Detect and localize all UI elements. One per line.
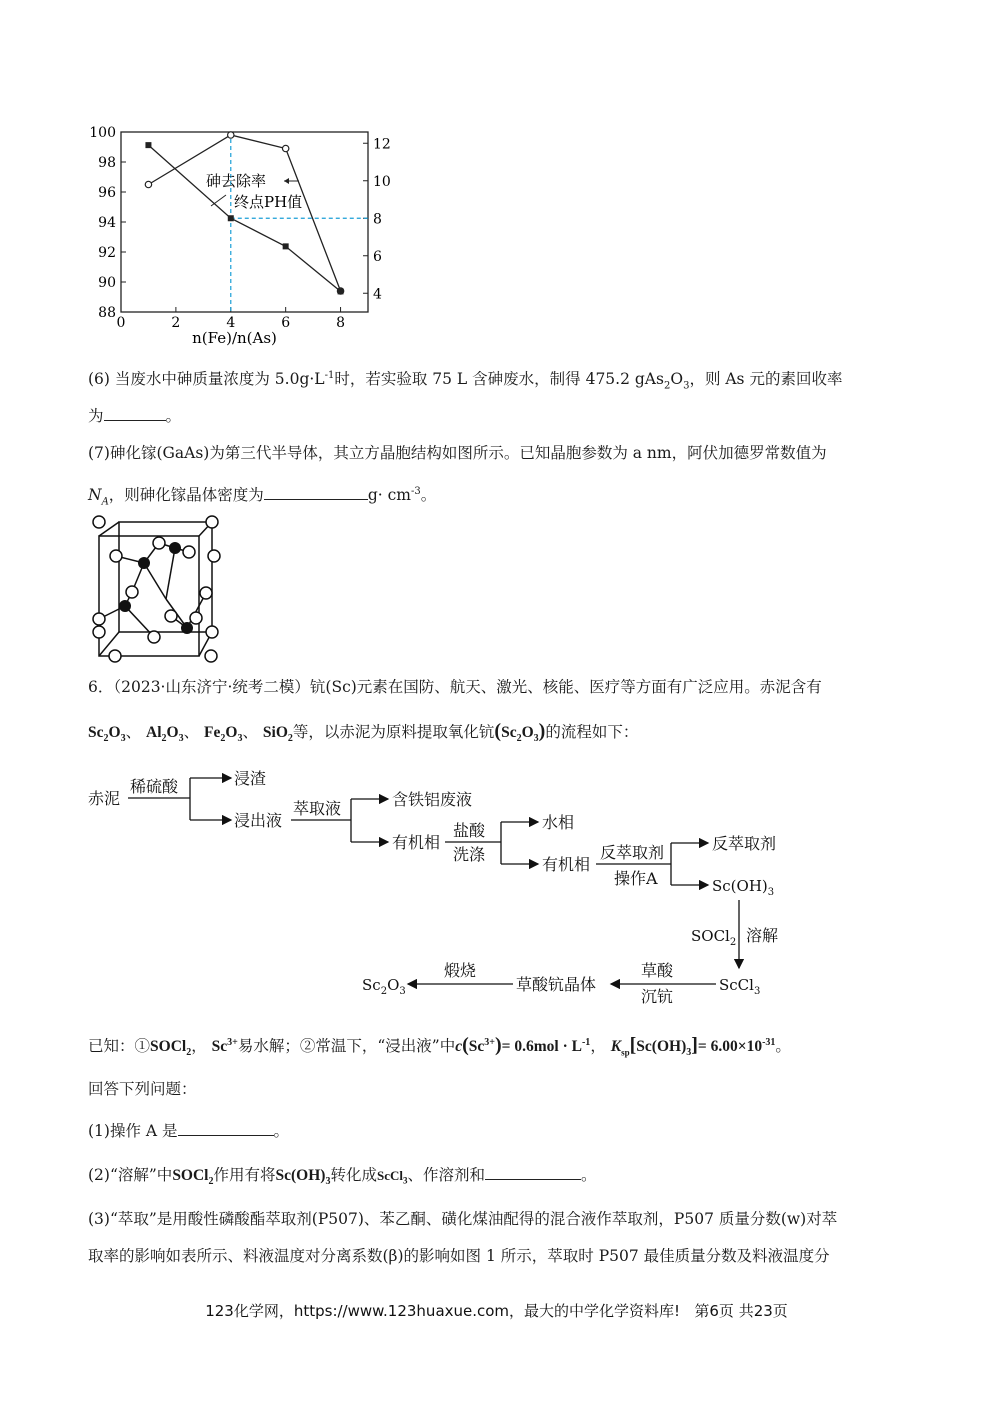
data-point-circle [228, 132, 234, 138]
node-chini: 赤泥 [88, 789, 121, 808]
y-left-tick-label: 92 [98, 245, 116, 261]
label-socl2: SOCl$_2$ [691, 927, 737, 948]
label-duanshao: 煅烧 [444, 961, 477, 980]
formula-al2o3: $Al_2O_3$ [146, 724, 184, 745]
problem-6-intro: 6．（2023·山东济宁·统考二模）钪(Sc)元素在国防、航天、激光、核能、医疗等方面有广泛应用。赤泥含有 [88, 678, 822, 696]
formula-fe2o3: $Fe_2O_3$ [204, 724, 243, 745]
node-caosuan-kang-jingti: 草酸钪晶体 [516, 975, 597, 994]
ksp-value: = 6.00×10 [697, 1038, 763, 1056]
y-right-tick-label: 4 [373, 286, 382, 303]
gaas-unit-cell-diagram [88, 512, 228, 664]
problem-6-text: 等，以赤泥为原料提取氧化钪 [292, 723, 495, 741]
y-left-tick-label: 90 [98, 275, 116, 291]
q7-end: 。 [420, 486, 437, 505]
concentration-value: = 0.6mol · L [501, 1038, 582, 1056]
y-right-tick-label: 12 [373, 136, 391, 153]
label-caosuan: 草酸 [641, 961, 674, 980]
problem-6-line-2: $Sc_2O_3$、 $Al_2O_3$、 $Fe_2O_3$、 SiO$_2$等，以赤泥为原料提取氧化钪$(Sc_2O_3)$的流程如下： [88, 720, 639, 745]
question-6-line-2 [88, 404, 908, 426]
node-jinzha: 浸渣 [234, 769, 267, 788]
label-caozuo-a: 操作A [614, 869, 658, 888]
question-6-line-1 [88, 366, 908, 396]
data-point-square [338, 288, 344, 294]
answer-prompt: 回答下列问题： [88, 1080, 197, 1098]
x-tick-label: 8 [336, 315, 346, 331]
label-arrow-head-1 [284, 178, 289, 184]
node-hantielv-feiye: 含铁铝废液 [392, 790, 473, 809]
answer-blank-1[interactable] [178, 1119, 274, 1136]
answer-blank-q6[interactable] [104, 404, 166, 421]
y-left-tick-label: 96 [98, 185, 116, 201]
q7-unit-sup: -3 [410, 486, 421, 497]
label-arrow-2 [211, 195, 226, 206]
series-label-1: 砷去除率 [206, 172, 267, 190]
q6-sup: -1 [324, 370, 335, 381]
label-fancuiquji: 反萃取剂 [600, 843, 665, 862]
node-sc-oh-3: $Sc(OH)_3$ [712, 877, 775, 898]
y-left-tick-label: 98 [98, 155, 116, 171]
footer-site: 123化学网，https://www.123huaxue.com，最大的中学化学资料库! [205, 1302, 681, 1320]
question-7-line-2 [88, 482, 908, 512]
x-tick-label: 2 [171, 315, 181, 331]
data-point-circle [145, 181, 151, 187]
data-point-square [145, 142, 151, 148]
y-right-tick-label: 8 [373, 211, 382, 228]
avogadro-sub: A [101, 496, 109, 508]
q7-line-1: (7)砷化镓(GaAs)为第三代半导体，其立方晶胞结构如图所示。已知晶胞参数为 a nm，阿伏加德罗常数值为 [88, 444, 827, 462]
known-conditions: 已知：①SOCl$_2$， $Sc^{3+}$易水解；②常温下，“浸出液”中$c(Sc^{3+})= 0.6mol \cdot L^{-1}$， $K_{sp}[Sc(OH)_3]= 6.00\times 10^{-31}$。 [88, 1034, 791, 1059]
node-youjixiang-1: 有机相 [392, 833, 441, 852]
label-chenkang: 沉钪 [641, 987, 674, 1006]
q7-unit: g· cm [367, 486, 411, 505]
problem-6-tail: 的流程如下： [545, 723, 639, 741]
y-left-tick-label: 88 [98, 305, 116, 321]
process-flow-diagram [86, 760, 806, 1010]
label-yansuan: 盐酸 [453, 821, 486, 840]
y-right-tick-label: 10 [373, 173, 391, 190]
q6-line-2: 为 [88, 407, 104, 425]
y-left-tick-label: 94 [98, 215, 116, 231]
q7-line-2: ，则砷化镓晶体密度为 [108, 486, 264, 505]
question-7-line-1 [88, 443, 908, 463]
label-xidi: 洗涤 [453, 845, 486, 864]
series-label-2: 终点PH值 [234, 193, 303, 211]
formula-sc2o3-product: $Sc_2O_3$ [501, 724, 539, 745]
formula-socl2: SOCl$_2$ [150, 1038, 192, 1059]
label-cuiquye: 萃取液 [293, 799, 342, 818]
data-point-square [228, 215, 234, 221]
problem-6-line-1 [88, 677, 908, 697]
answer-blank-q7[interactable] [264, 483, 368, 500]
plot-frame [121, 132, 368, 312]
dual-axis-line-chart [84, 118, 391, 353]
q6-sub-a: 2 [663, 380, 671, 392]
page-footer [0, 1300, 993, 1321]
data-point-circle [282, 145, 288, 151]
node-youjixiang-2: 有机相 [542, 855, 591, 874]
footer-page-number: 第6页 共23页 [694, 1302, 788, 1320]
x-tick-label: 6 [281, 315, 291, 331]
x-tick-label: 4 [226, 315, 236, 331]
y-right-tick-label: 6 [373, 248, 382, 265]
label-xiliusuan: 稀硫酸 [130, 777, 179, 796]
y-left-tick-label: 100 [89, 125, 116, 141]
sub-question-3-line-2: 取率的影响如表所示、料液温度对分离系数(β)的影响如图 1 所示，萃取时 P507 最佳质量分数及料液温度分 [88, 1247, 830, 1265]
answer-blank-2[interactable] [485, 1163, 581, 1180]
node-sccl3: ScCl$_3$ [719, 976, 761, 997]
node-shuixiang: 水相 [542, 813, 575, 832]
q6-text-2: 时，若实验取 75 L 含砷废水，制得 475.2 gAs [334, 370, 664, 389]
q6-sub-b: 3 [683, 380, 690, 392]
concentration-symbol: c [455, 1038, 463, 1056]
node-jinchuye: 浸出液 [234, 811, 283, 830]
label-rongjie: 溶解 [746, 926, 779, 945]
q6-text-4: ，则 As 元的素回收率 [689, 370, 843, 389]
sub-question-2: (2)“溶解”中SOCl$_2$作用有将$Sc(OH)_3$转化成ScCl$_3$、作溶剂和 。 [88, 1163, 908, 1192]
sub-question-3-line-1: (3)“萃取”是用酸性磷酸酯萃取剂(P507)、苯乙酮、磺化煤油配得的混合液作萃取剂，P507 质量分数(w)对萃 [88, 1210, 838, 1228]
q6-text-1: (6) 当废水中砷质量浓度为 5.0g·L [88, 370, 325, 389]
data-point-square [283, 243, 289, 249]
ion-sc3plus: $Sc^{3+}$ [211, 1037, 238, 1056]
q6-text-3: O [670, 370, 684, 389]
formula-sio2: SiO$_2$ [262, 724, 293, 745]
formula-sc2o3: $Sc_2O_3$ [88, 724, 126, 745]
node-fancuiquji: 反萃取剂 [712, 834, 777, 853]
x-tick-label: 0 [116, 315, 126, 331]
ksp-symbol: K [610, 1038, 622, 1056]
avogadro-symbol: N [88, 486, 102, 505]
node-sc2o3: $Sc_2O_3$ [362, 976, 406, 997]
q6-end: 。 [165, 407, 182, 425]
sub-question-1: (1)操作 A 是 。 [88, 1119, 908, 1141]
x-axis-label: n(Fe)/n(As) [192, 329, 277, 347]
